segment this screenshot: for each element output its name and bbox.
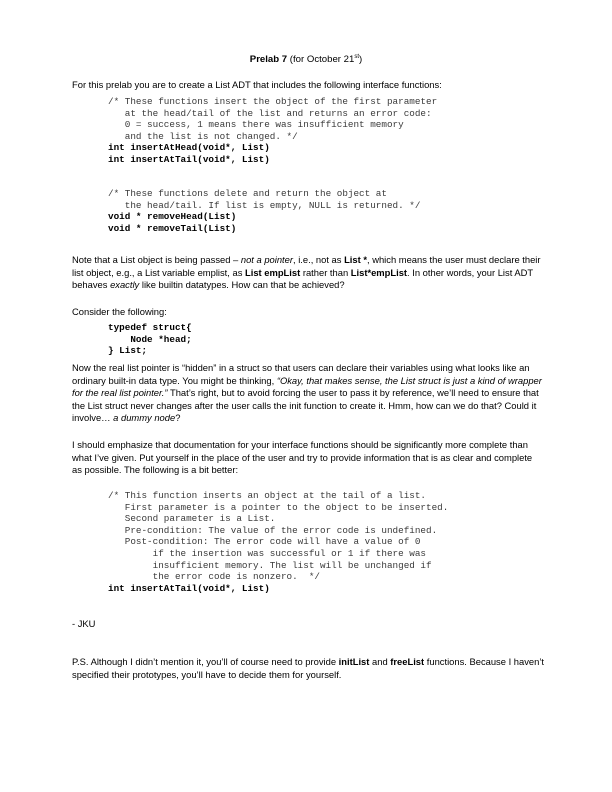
code-line: Node *head; <box>108 333 192 345</box>
signoff: - JKU <box>72 618 96 629</box>
function-signature: int insertAtTail(void*, List) <box>108 153 270 165</box>
emphasis: “Okay, that makes sense, the List struct is just a kind of wrapper for the real list pointer.” <box>72 374 542 399</box>
code-comment-line: the head/tail. If list is empty, NULL is returned. */ <box>108 199 421 211</box>
code-comment-line: First parameter is a pointer to the object to be inserted. <box>108 501 449 513</box>
code-comment-line: /* These functions delete and return the object at <box>108 188 387 199</box>
title-superscript: st <box>354 54 359 60</box>
bold-term: List*empList <box>350 266 408 278</box>
code-comment-line: Pre-condition: The value of the error code is undefined. <box>108 524 438 536</box>
code-comment-line: 0 = success, 1 means there was insufficient memory <box>108 119 404 131</box>
code-comment-line: at the head/tail of the list and returns an error code: <box>108 107 432 119</box>
emphasis: exactly <box>110 279 140 291</box>
text-run: P.S. Although I didn’t mention it, you’ll of course need to provide <box>72 656 339 667</box>
code-comment-line: Second parameter is a List. <box>108 513 276 525</box>
title-rest: (for October 21 <box>287 54 355 65</box>
text-run: , i.e., not as <box>292 254 345 265</box>
title-close: ) <box>359 54 363 65</box>
function-signature: int insertAtHead(void*, List) <box>108 142 270 154</box>
code-line: typedef struct{ <box>108 322 192 333</box>
hidden-pointer-paragraph <box>72 362 544 425</box>
text-run: rather than <box>300 266 351 278</box>
documented-function-code-block <box>108 490 448 594</box>
code-line: } List; <box>108 345 148 357</box>
bold-term: List * <box>344 254 367 265</box>
text-run: ? <box>175 412 181 424</box>
title-bold: Prelab 7 <box>249 54 288 65</box>
consider-paragraph: Consider the following: <box>72 306 167 317</box>
code-comment-line: Post-condition: The error code will have a value of 0 <box>108 536 421 548</box>
typedef-code-block <box>108 322 192 357</box>
text-run: Note that a List object is being passed – <box>72 254 241 265</box>
insert-functions-code-block <box>108 96 437 166</box>
code-comment-line: /* These functions insert the object of the first parameter <box>108 96 438 107</box>
postscript-paragraph <box>72 656 544 681</box>
code-comment-line: if the insertion was successful or 1 if there was <box>108 547 427 559</box>
text-run: Now the real list pointer is “hidden” in a struct so that users can declare their variables using what looks like an ordinary built-in data type. You might be thinking, <box>72 362 530 386</box>
text-run: like builtin datatypes. How can that be achieved? <box>139 279 345 291</box>
remove-functions-code-block <box>108 188 420 234</box>
code-comment-line: the error code is nonzero. */ <box>108 571 321 583</box>
intro-paragraph: For this prelab you are to create a List ADT that includes the following interface functions: <box>72 79 442 90</box>
note-paragraph <box>72 254 544 292</box>
text-run: That’s right, but to avoid forcing the user to pass it by reference, we’ll need to ensure that the List struct never changes after the user calls the init function to create it. Hmm, how can we do that? Could it involve… <box>72 387 539 424</box>
emphasis: a dummy node <box>113 412 176 424</box>
function-signature: void * removeHead(List) <box>108 211 237 223</box>
bold-term: freeList <box>390 656 425 667</box>
function-signature: int insertAtTail(void*, List) <box>108 582 270 594</box>
bold-term: initList <box>338 656 370 667</box>
code-comment-line: insufficient memory. The list will be unchanged if <box>108 559 432 571</box>
page-title <box>0 54 612 67</box>
text-run: functions. Because I haven’t specified their prototypes, you’ll have to decide them for yourself. <box>72 656 545 680</box>
code-comment-line: and the list is not changed. */ <box>108 130 298 142</box>
emphasis: not a pointer <box>240 254 293 265</box>
text-run: . In other words, your List ADT behaves <box>72 266 533 291</box>
text-run: , which means the user must declare their list object, e.g., a List variable emplist, as <box>72 254 541 278</box>
code-comment-line: /* This function inserts an object at the tail of a list. <box>108 490 427 501</box>
bold-term: List empList <box>245 266 301 278</box>
function-signature: void * removeTail(List) <box>108 222 237 234</box>
text-run: and <box>369 656 391 667</box>
documentation-paragraph: I should emphasize that documentation for your interface functions should be significantly more complete than what I’ve given. Put yourself in the place of the user and try to provide information that is as clear and complete as possible. The following is a bit better: <box>72 439 533 476</box>
